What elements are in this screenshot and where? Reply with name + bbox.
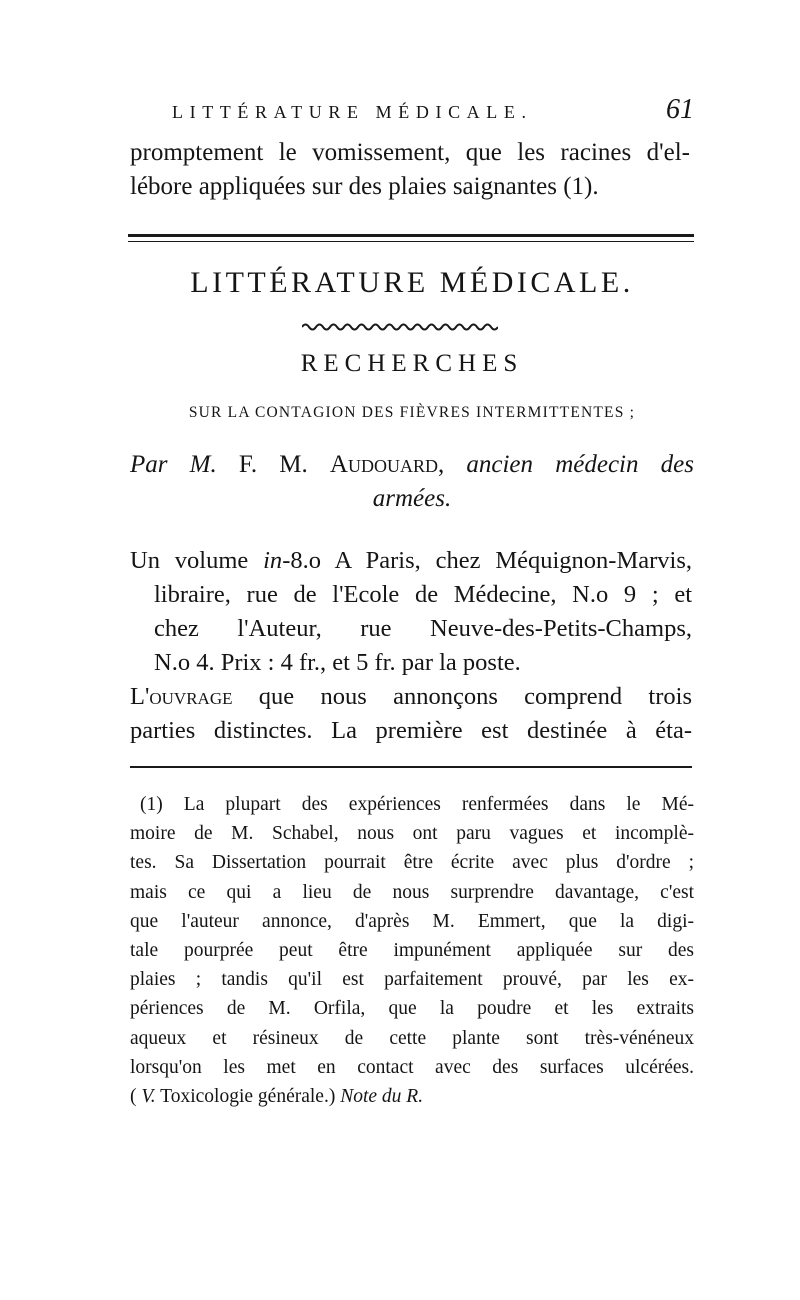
text-line: promptement le vomissement, que les racines d'el- xyxy=(130,139,690,166)
author-line xyxy=(130,448,694,516)
lead-word: L'ouvrage xyxy=(130,683,233,710)
footnote-rule xyxy=(130,766,692,768)
footnote-line xyxy=(130,1082,694,1111)
footnote-line: périences de M. Orfila, que la poudre et les extraits xyxy=(130,998,694,1020)
author-line-1 xyxy=(130,448,694,482)
intro-paragraph xyxy=(130,136,690,204)
text-span-italic: V. xyxy=(141,1086,156,1108)
text-line xyxy=(130,544,692,578)
text-line: libraire, rue de l'Ecole de Médecine, N.o 9 ; et xyxy=(154,581,692,608)
article-heading: RECHERCHES xyxy=(300,350,524,377)
footnote-line: moire de M. Schabel, nous ont paru vagues et incomplè- xyxy=(130,823,694,845)
text-span: -8.o A Paris, chez Méquignon-Marvis, xyxy=(282,547,692,574)
footnote-line: tale pourprée peut être impunément appliquée sur des xyxy=(130,940,694,962)
footnote-line: mais ce qui a lieu de nous surprendre davantage, c'est xyxy=(130,881,694,903)
author-m: M. xyxy=(189,451,217,478)
footnote-line: lorsqu'on les met en contact avec des surfaces ulcérées. xyxy=(130,1056,694,1078)
double-rule-divider xyxy=(128,234,694,242)
footnote-line: tes. Sa Dissertation pourrait être écrite avec plus d'ordre ; xyxy=(130,852,694,874)
text-line: chez l'Auteur, rue Neuve-des-Petits-Champs, xyxy=(154,615,692,642)
footnote-line: aqueux et résineux de cette plante sont très-vénéneux xyxy=(130,1027,694,1049)
review-paragraph xyxy=(130,680,692,748)
text-line xyxy=(130,680,692,714)
article-subtitle: SUR LA CONTAGION DES FIÈVRES INTERMITTENTES ; xyxy=(188,404,636,421)
author-description: ancien médecin des xyxy=(466,451,694,478)
author-par: Par xyxy=(130,451,168,478)
editor-note: Note du R. xyxy=(340,1086,424,1108)
author-sep: , xyxy=(437,451,445,478)
text-span: que nous annonçons comprend trois xyxy=(232,683,692,710)
author-initials: F. M. xyxy=(238,451,308,478)
text-span: Un volume xyxy=(130,547,264,574)
running-head xyxy=(172,94,694,134)
footnote-line: (1) La plupart des expériences renfermées dans le Mé- xyxy=(140,794,694,815)
text-span: ( xyxy=(130,1086,142,1108)
wavy-ornament xyxy=(302,322,498,332)
author-surname: Audouard xyxy=(329,451,438,478)
footnote-line: plaies ; tandis qu'il est parfaitement prouvé, par les ex- xyxy=(130,969,694,991)
footnote-line: que l'auteur annonce, d'après M. Emmert, que la digi- xyxy=(130,910,694,932)
section-title: LITTÉRATURE MÉDICALE. xyxy=(190,266,634,299)
text-line: lébore appliquées sur des plaies saignantes (1). xyxy=(130,173,599,200)
text-line: parties distinctes. La première est destinée à éta- xyxy=(130,717,692,744)
page-number: 61 xyxy=(666,94,694,125)
text-span-italic: in xyxy=(263,547,283,574)
author-description-2: armées. xyxy=(372,485,452,512)
footnote xyxy=(130,790,694,1111)
running-head-title: LITTÉRATURE MÉDICALE. xyxy=(172,102,533,122)
text-line: N.o 4. Prix : 4 fr., et 5 fr. par la poste. xyxy=(154,649,521,676)
text-span: Toxicologie générale.) xyxy=(155,1086,341,1108)
bibliographic-note xyxy=(130,544,692,680)
